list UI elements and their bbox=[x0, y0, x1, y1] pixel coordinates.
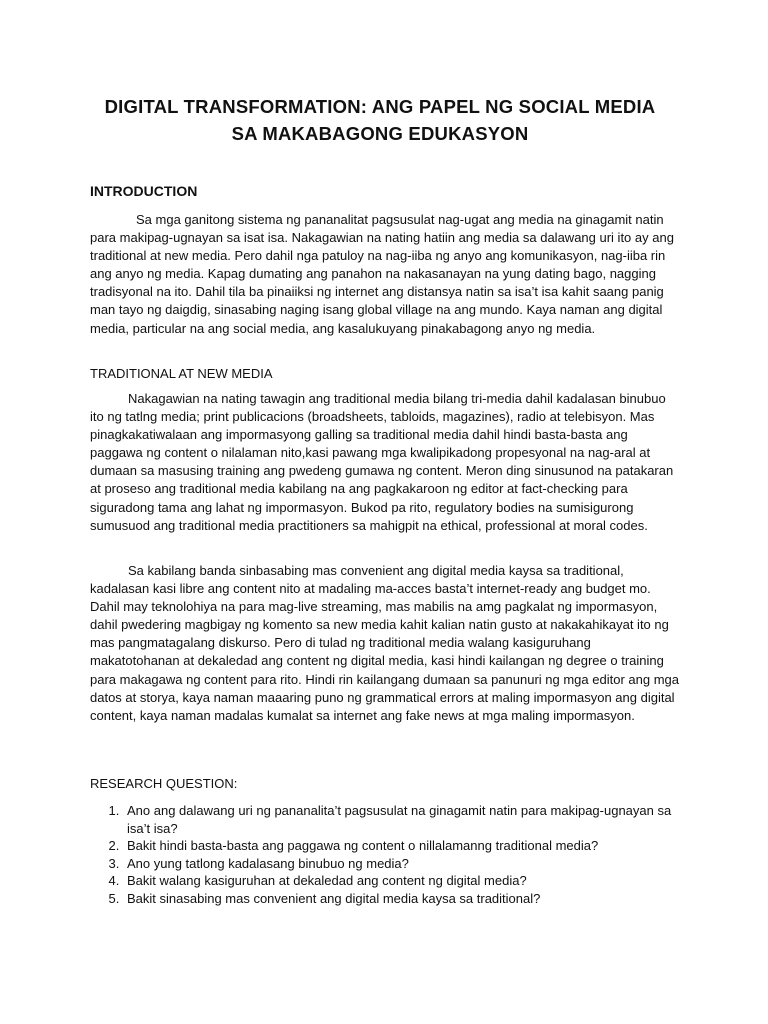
research-question-item: 1. Ano ang dalawang uri ng pananalita’t pagsusulat na ginagamit natin para makipag-ugnayan sa isa’t isa? bbox=[123, 802, 683, 837]
research-question-heading: RESEARCH QUESTION: bbox=[90, 776, 238, 791]
research-question-item: 4. Bakit walang kasiguruhan at dekaledad ang content ng digital media? bbox=[123, 872, 683, 890]
digital-media-paragraph: Sa kabilang banda sinbasabing mas convenient ang digital media kaysa sa traditional, kadalasan kasi libre ang content nito at madaling ma-acces basta’t internet-ready ang budget mo. Dahil may teknolohiya na para mag-live streaming, mas mabilis na amg pagkalat ng impormasyon, dahil pwedering magbigay ng komento sa new media kahit kalian natin gusto at nakakahikayat ito ng mas pangmatagalang diskurso. Pero di tulad ng traditional media walang kasiguruhang makatotohanan at dekaledad ang content ng digital media, kasi hindi kailangan ng degree o training para makagawa ng content para rito. Hindi rin kailangang dumaan sa panunuri ng mga editor ang mga datos at storya, kaya naman maaaring puno ng grammatical errors at maling impormasyon ang digital content, kaya naman madalas kumalat sa internet ang fake news at mga maling impormasyon. bbox=[90, 563, 679, 723]
research-question-item: 2. Bakit hindi basta-basta ang paggawa ng content o nillalamanng traditional media? bbox=[123, 837, 683, 855]
introduction-heading: INTRODUCTION bbox=[90, 183, 198, 199]
document-title: DIGITAL TRANSFORMATION: ANG PAPEL NG SOCIAL MEDIA SA MAKABAGONG EDUKASYON bbox=[104, 96, 656, 144]
introduction-paragraph: Sa mga ganitong sistema ng pananalitat pagsusulat nag-ugat ang media na ginagamit natin para makipag-ugnayan sa isat isa. Nakagawian na nating hatiin ang media sa dalawang uri ito ay ang traditional at new media. Pero dahil nga patuloy na nag-iiba ng anyo ang komunikasyon, nag-iiba rin ang anyo ng media. Kapag dumating ang panahon na nakasanayan na yung dating bago, nagging tradisyonal na ito. Dahil tila ba pinaiiksi ng internet ang distansya natin sa isa’t isa kahit saang panig man tayo ng daigdig, sinasabing naging isang global village na ang mundo. Kaya naman ang digital media, particular na ang social media, ang kasalukuyang pinakabagong anyo ng media. bbox=[90, 212, 674, 336]
research-question-item: 5. Bakit sinasabing mas convenient ang digital media kaysa sa traditional? bbox=[123, 890, 683, 908]
research-question-item: 3. Ano yung tatlong kadalasang binubuo ng media? bbox=[123, 855, 683, 873]
traditional-new-media-heading: TRADITIONAL AT NEW MEDIA bbox=[90, 366, 273, 381]
research-question-list bbox=[90, 802, 683, 907]
traditional-media-paragraph: Nakagawian na nating tawagin ang traditional media bilang tri-media dahil kadalasan binubuo ito ng tatlng media; print publicacions (broadsheets, tabloids, magazines), radio at telebisyon. Mas pinagkakatiwalaan ang impormasyong galling sa traditional media dahil hindi basta-basta ang paggawa ng content o nilalaman nito,kasi pawang mga kwalipikadong propesyonal na nag-aral at dumaan sa masusing training ang pwedeng gumawa ng content. Meron ding sinusunod na patakaran at proseso ang traditional media kabilang na ang pagkakaroon ng editor at fact-checking para siguradong tama ang lahat ng impormasyon. Bukod pa rito, regulatory bodies na sumisigurong sumusuod ang traditional media practitioners sa mahigpit na ethical, professional at moral codes. bbox=[90, 391, 674, 533]
